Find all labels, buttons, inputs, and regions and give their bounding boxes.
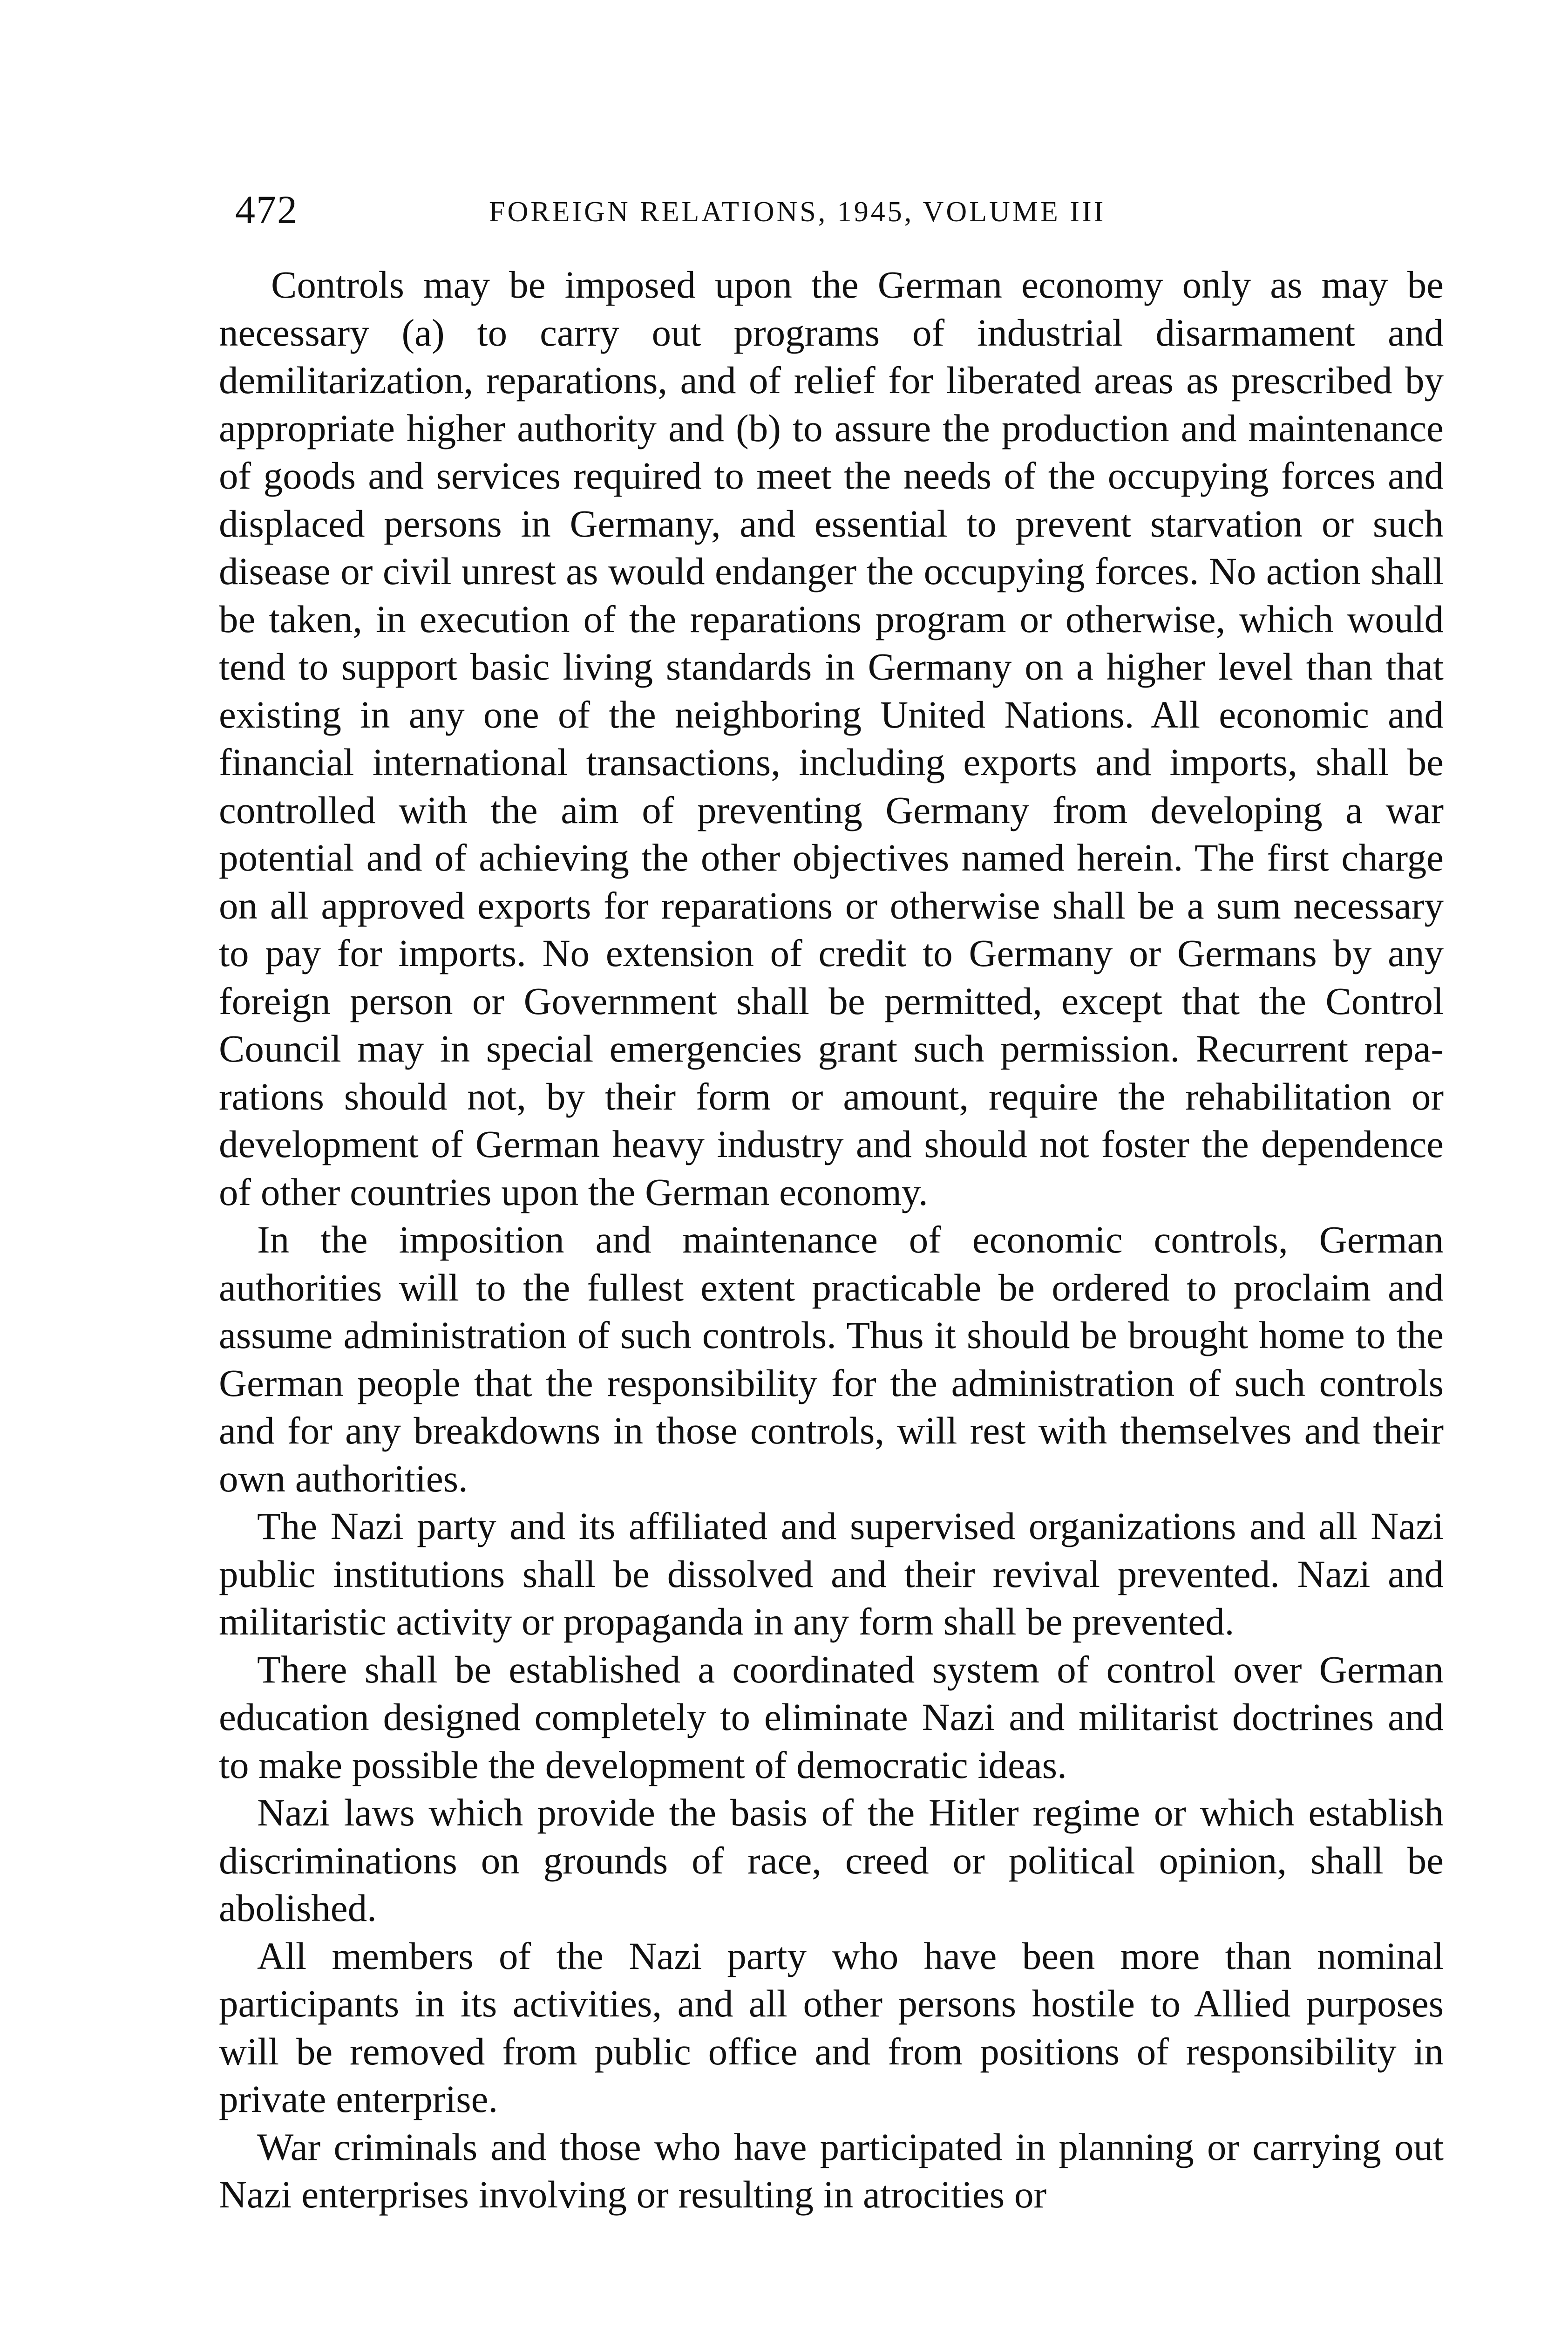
paragraph-party-members-removal: All members of the Nazi party who have been more than nominal participants in its activities, and all other persons hostile to Allied purposes will be removed from public office and from positions of responsibility in private enterprise.	[219, 1934, 1444, 2120]
document-body	[219, 261, 1444, 2219]
page-header	[235, 184, 1213, 235]
paragraph-education-control: There shall be established a coordinated system of control over German education designed completely to eliminate Nazi and militarist doctrines and to make possible the development of democratic ideas.	[219, 1648, 1444, 1786]
paragraph-german-authorities: In the imposition and maintenance of economic controls, German authorities will to the fullest extent practicable be ordered to proclaim and assume administration of such controls. Thus it should be brought home to the German people that the responsibility for the administration of such controls and for any breakdowns in those controls, will rest with themselves and their own authorities.	[219, 1218, 1444, 1500]
paragraph-war-criminals: War criminals and those who have participated in planning or carrying out Nazi enterprises involving or resulting in atrocities or	[219, 2125, 1444, 2216]
paragraph-nazi-laws: Nazi laws which provide the basis of the Hitler regime or which establish discriminations on grounds of race, creed or political opinion, shall be abolished.	[219, 1791, 1444, 1929]
paragraph-nazi-party-dissolution: The Nazi party and its affiliated and supervised organizations and all Nazi public institutions shall be dissolved and their revival prevented. Nazi and militaristic activity or propaganda in any form shall be prevented.	[219, 1505, 1444, 1643]
paragraph-economic-controls: Controls may be imposed upon the German economy only as may be necessary (a) to carry out programs of industrial disarmament and demilitarization, reparations, and of relief for liberated areas as prescribed by appropriate higher authority and (b) to assure the production and maintenance of goods and services required to meet the needs of the occupying forces and displaced persons in Germany, and essential to prevent starvation or such disease or civil unrest as would endanger the occupying forces. No action shall be taken, in execution of the reparations program or otherwise, which would tend to support basic living standards in Germany on a higher level than that existing in any one of the neighboring United Nations. All economic and financial international transactions, including exports and imports, shall be controlled with the aim of preventing Germany from developing a war potential and of achieving the other objectives named herein. The first charge on all approved exports for reparations or otherwise shall be a sum necessary to pay for imports. No extension of credit to Germany or Germans by any foreign person or Government shall be permitted, except that the Control Council may in special emergencies grant such permission. Recurrent reparations should not, by their form or amount, require the rehabilitation or development of German heavy industry and should not foster the dependence of other countries upon the German economy.	[219, 263, 1444, 1213]
page-number: 472	[235, 187, 298, 232]
running-title: FOREIGN RELATIONS, 1945, VOLUME III	[489, 196, 1106, 228]
